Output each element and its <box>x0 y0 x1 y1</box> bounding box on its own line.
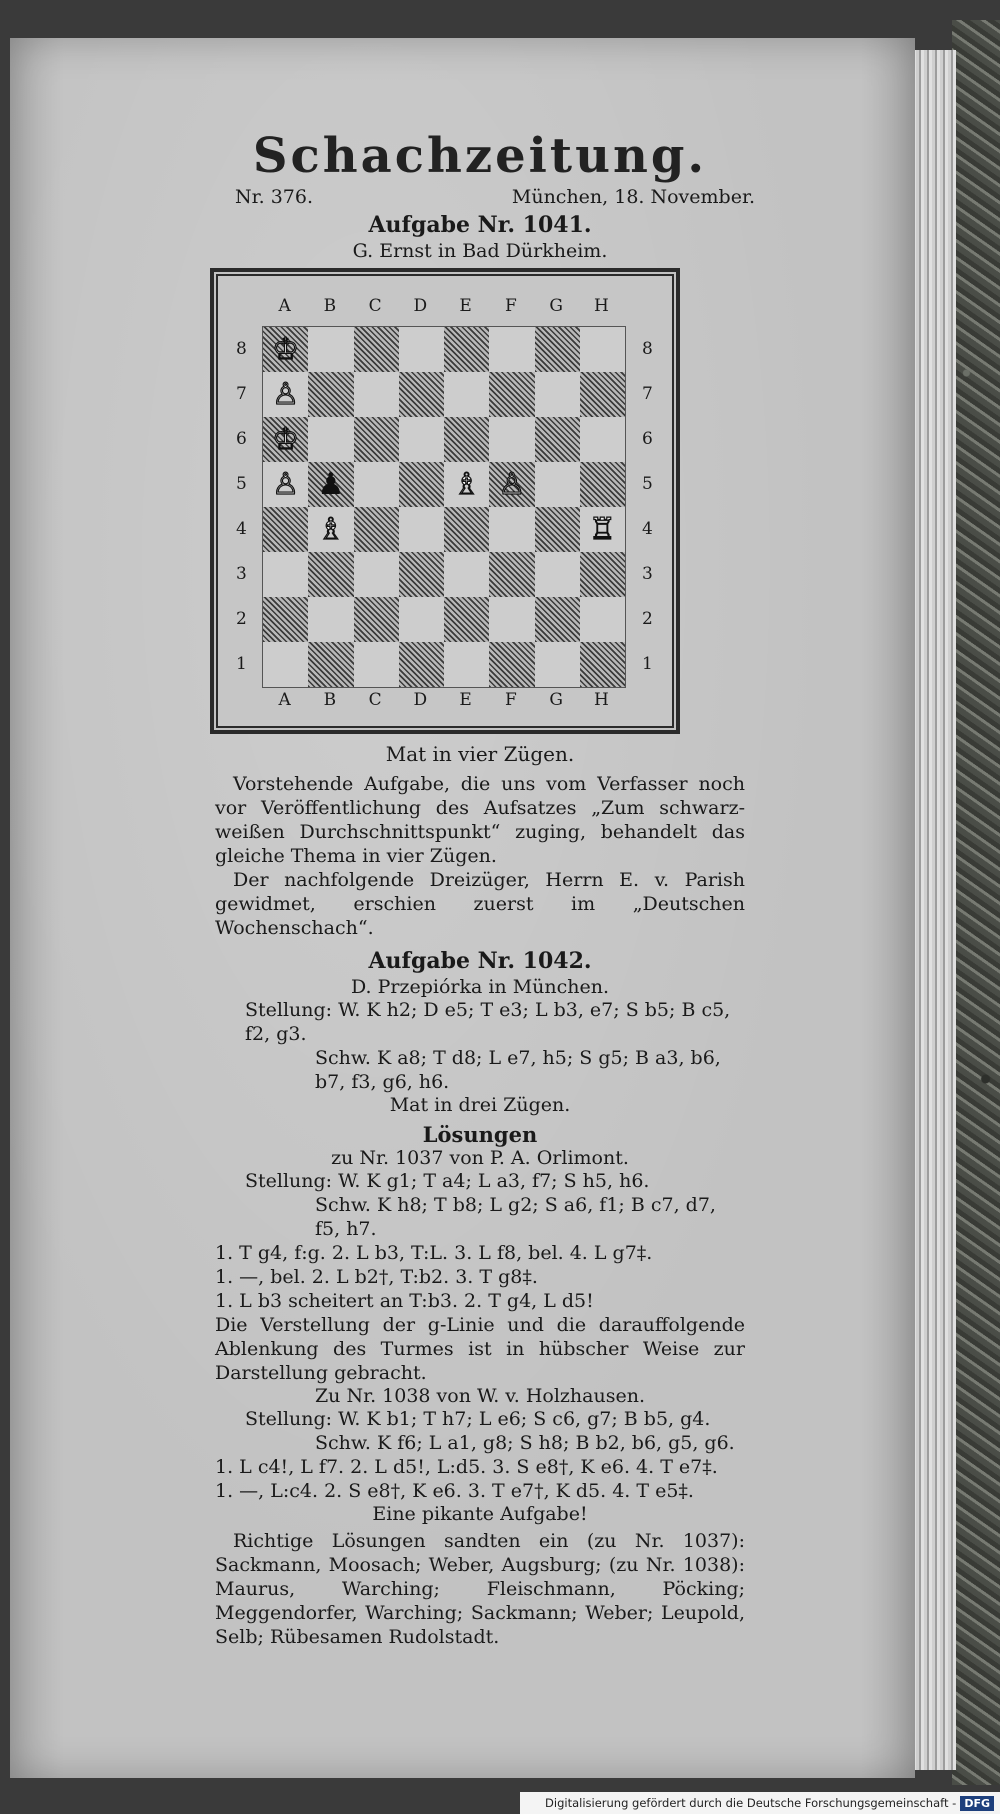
square-c5 <box>354 462 399 507</box>
rank-label: 6 <box>642 428 653 449</box>
rank-labels-right <box>642 326 653 686</box>
square-d3 <box>399 552 444 597</box>
file-label: F <box>504 690 517 710</box>
chess-diagram <box>210 268 680 734</box>
rank-label: 8 <box>642 338 653 359</box>
solutions-heading: Lösungen <box>422 1122 538 1147</box>
rank-label: 4 <box>236 518 247 539</box>
square-d5 <box>399 462 444 507</box>
square-d6 <box>399 417 444 462</box>
square-c8 <box>354 327 399 372</box>
square-g2 <box>535 597 580 642</box>
file-label: F <box>504 296 517 316</box>
solution-1037-line: 1. L b3 scheitert an T:b3. 2. T g4, L d5! <box>215 1290 594 1312</box>
chess-piece: ♙ <box>272 376 300 412</box>
rank-label: 8 <box>236 338 247 359</box>
rank-labels-left <box>236 326 247 686</box>
solution-1037-line: 1. T g4, f:g. 2. L b3, T:L. 3. L f8, bel. 4. L g7‡. <box>215 1242 653 1264</box>
dfg-logo: DFG <box>960 1796 994 1811</box>
file-label: E <box>459 296 472 316</box>
square-b6 <box>308 417 353 462</box>
intro-paragraph: Vorstehende Aufgabe, die uns vom Verfasser noch vor Veröffentlichung des Aufsatzes „Zum schwarz-weißen Durchschnittspunkt“ zuging, behandelt das gleiche Thema in vier Zügen. <box>215 773 745 867</box>
square-d1 <box>399 642 444 687</box>
issue-line <box>235 186 755 208</box>
chess-piece: ♟ <box>317 466 345 502</box>
square-h7 <box>580 372 625 417</box>
issue-date: München, 18. November. <box>511 186 755 208</box>
square-a6 <box>263 417 308 462</box>
solution-1038-white: Stellung: W. K b1; T h7; L e6; S c6, g7; B b5, g4. <box>245 1408 711 1430</box>
square-f2 <box>489 597 534 642</box>
rank-label: 7 <box>236 383 247 404</box>
square-a2 <box>263 597 308 642</box>
file-label: A <box>278 690 291 710</box>
square-c4 <box>354 507 399 552</box>
file-labels-top <box>262 296 624 316</box>
problem-1042-black: Schw. K a8; T d8; L e7, h5; S g5; B a3, b6, b7, f3, g6, h6. <box>315 1047 721 1093</box>
square-e6 <box>444 417 489 462</box>
square-g1 <box>535 642 580 687</box>
square-h3 <box>580 552 625 597</box>
square-a1 <box>263 642 308 687</box>
rank-label: 2 <box>236 608 247 629</box>
problem-1041-author: G. Ernst in Bad Dürkheim. <box>352 240 608 262</box>
solution-1037-note: Die Verstellung der g-Linie und die darauffolgende Ablenkung des Turmes ist in hübscher Weise zur Darstellung gebracht. <box>215 1314 745 1384</box>
file-label: G <box>549 296 563 316</box>
square-c7 <box>354 372 399 417</box>
square-d7 <box>399 372 444 417</box>
square-h1 <box>580 642 625 687</box>
square-f5 <box>489 462 534 507</box>
square-a8 <box>263 327 308 372</box>
rank-label: 5 <box>236 473 247 494</box>
square-g3 <box>535 552 580 597</box>
square-c1 <box>354 642 399 687</box>
chess-piece: ♔ <box>272 421 300 457</box>
file-label: H <box>593 690 609 710</box>
square-a7 <box>263 372 308 417</box>
chess-piece: ♗ <box>317 511 345 547</box>
square-a4 <box>263 507 308 552</box>
square-d2 <box>399 597 444 642</box>
chess-piece: ♗ <box>453 466 481 502</box>
solution-1038-black: Schw. K f6; L a1, g8; S h8; B b2, b6, g5, g6. <box>315 1432 735 1454</box>
square-h2 <box>580 597 625 642</box>
file-label: D <box>413 690 428 710</box>
square-f6 <box>489 417 534 462</box>
square-a5 <box>263 462 308 507</box>
rank-label: 1 <box>642 653 653 674</box>
file-label: E <box>459 690 472 710</box>
rank-label: 6 <box>236 428 247 449</box>
square-b3 <box>308 552 353 597</box>
rank-label: 7 <box>642 383 653 404</box>
solution-1037-white: Stellung: W. K g1; T a4; L a3, f7; S h5, h6. <box>245 1170 650 1192</box>
chess-piece: ♖ <box>588 511 616 547</box>
square-b1 <box>308 642 353 687</box>
square-b7 <box>308 372 353 417</box>
square-f7 <box>489 372 534 417</box>
footer-text: Digitalisierung gefördert durch die Deutsche Forschungsgemeinschaft - <box>545 1796 957 1810</box>
issue-number: Nr. 376. <box>235 186 314 208</box>
chess-piece: ♙ <box>272 466 300 502</box>
rank-label: 2 <box>642 608 653 629</box>
square-f3 <box>489 552 534 597</box>
square-h8 <box>580 327 625 372</box>
problem-1041-stipulation: Mat in vier Zügen. <box>385 742 575 766</box>
chess-piece: ♔ <box>272 331 300 367</box>
square-e3 <box>444 552 489 597</box>
square-e4 <box>444 507 489 552</box>
square-e1 <box>444 642 489 687</box>
square-b2 <box>308 597 353 642</box>
file-label: D <box>413 296 428 316</box>
square-e7 <box>444 372 489 417</box>
page-content <box>215 128 755 1649</box>
square-f8 <box>489 327 534 372</box>
square-e5 <box>444 462 489 507</box>
problem-1042-stipulation: Mat in drei Zügen. <box>389 1094 571 1116</box>
file-label: C <box>368 296 382 316</box>
newspaper-page <box>10 38 915 1778</box>
file-labels-bottom <box>262 690 624 710</box>
file-label: B <box>323 296 337 316</box>
rank-label: 3 <box>642 563 653 584</box>
solution-1037-line: 1. —, bel. 2. L b2†, T:b2. 3. T g8‡. <box>215 1266 538 1288</box>
book-cover-edge <box>952 20 1000 1785</box>
square-c6 <box>354 417 399 462</box>
problem-1042-author: D. Przepiórka in München. <box>350 976 610 998</box>
square-d8 <box>399 327 444 372</box>
file-label: A <box>278 296 291 316</box>
solution-1038-note: Eine pikante Aufgabe! <box>372 1503 588 1525</box>
chess-board <box>262 326 626 688</box>
square-g7 <box>535 372 580 417</box>
solvers-list: Richtige Lösungen sandten ein (zu Nr. 1037): Sackmann, Moosach; Weber, Augsburg; (zu Nr. 1038): Maurus, Warching; Fleischmann, Pöcking; Meggendorfer, Warching; Sackmann; Weber; Leupold, Selb; Rübesamen Rudolstadt. <box>215 1530 745 1648</box>
masthead: Schachzeitung. <box>252 128 708 184</box>
square-h5 <box>580 462 625 507</box>
square-b5 <box>308 462 353 507</box>
solution-1038-heading: Zu Nr. 1038 von W. v. Holzhausen. <box>314 1385 646 1407</box>
solution-1038-line: 1. L c4!, L f7. 2. L d5!, L:d5. 3. S e8†, K e6. 4. T e7‡. <box>215 1456 718 1478</box>
chess-piece: ♙ <box>498 466 526 502</box>
square-g8 <box>535 327 580 372</box>
square-g6 <box>535 417 580 462</box>
rank-label: 1 <box>236 653 247 674</box>
square-h4 <box>580 507 625 552</box>
digitization-footer <box>520 1792 1000 1814</box>
square-c3 <box>354 552 399 597</box>
square-c2 <box>354 597 399 642</box>
problem-1042-title: Aufgabe Nr. 1042. <box>368 948 592 974</box>
solution-1037-heading: zu Nr. 1037 von P. A. Orlimont. <box>331 1147 629 1169</box>
problem-1041-title: Aufgabe Nr. 1041. <box>368 212 592 238</box>
square-f1 <box>489 642 534 687</box>
file-label: C <box>368 690 382 710</box>
square-a3 <box>263 552 308 597</box>
square-g4 <box>535 507 580 552</box>
file-label: B <box>323 690 337 710</box>
rank-label: 3 <box>236 563 247 584</box>
rank-label: 4 <box>642 518 653 539</box>
intro-paragraph: Der nachfolgende Dreizüger, Herrn E. v. Parish gewidmet, erschien zuerst im „Deutschen Wochenschach“. <box>215 869 745 939</box>
square-d4 <box>399 507 444 552</box>
problem-1042-white: Stellung: W. K h2; D e5; T e3; L b3, e7; S b5; B c5, f2, g3. <box>245 999 731 1045</box>
square-h6 <box>580 417 625 462</box>
square-b4 <box>308 507 353 552</box>
square-f4 <box>489 507 534 552</box>
square-g5 <box>535 462 580 507</box>
file-label: G <box>549 690 563 710</box>
square-b8 <box>308 327 353 372</box>
square-e8 <box>444 327 489 372</box>
rank-label: 5 <box>642 473 653 494</box>
solution-1038-line: 1. —, L:c4. 2. S e8†, K e6. 3. T e7†, K d5. 4. T e5‡. <box>215 1480 694 1502</box>
file-label: H <box>593 296 609 316</box>
solution-1037-black: Schw. K h8; T b8; L g2; S a6, f1; B c7, d7, f5, h7. <box>315 1194 716 1240</box>
square-e2 <box>444 597 489 642</box>
